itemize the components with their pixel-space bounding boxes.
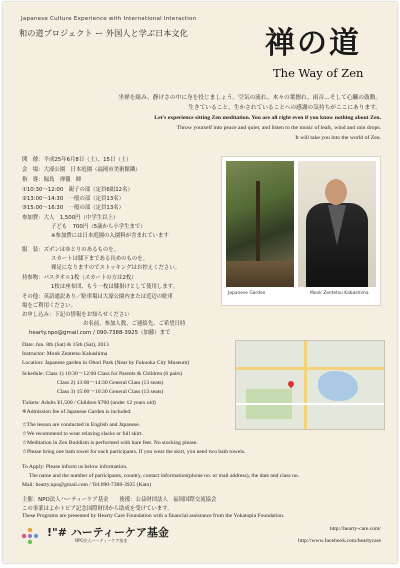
apply-heading-en: To Apply: Please inform us below information.	[22, 464, 128, 470]
detail-apply-contact-jp: hearty.npo@gmail.com / 090-7388-3925（加藤）まで	[29, 330, 171, 336]
detail-dress-skirt-jp: スカートは膝下まである長めのものを。	[51, 256, 149, 262]
caption-monk: Monk Zentetsu Kabashima	[310, 291, 369, 296]
detail-admission-en: ※Admission fee of Japanese Garden is included.	[22, 409, 132, 415]
intro-en-line-2: Throw yourself into peace and quiet, and listen to the music of leafs, wind and rain drops.	[176, 125, 381, 131]
poster	[3, 2, 397, 563]
note-barefoot-en: ☆Meditation in Zen Buddism is performed with bare feet. No stocking please.	[22, 440, 198, 446]
logo-subtext: NPO法人ハーティーケア基金	[75, 538, 128, 543]
detail-instructor-en: Instructor: Monk Zentetsu Kabashima	[22, 351, 108, 357]
grant-note-jp: この事業はよかトピア記念国際財団から助成を受けています。	[22, 506, 173, 512]
detail-instructor-jp: 指 導：堀島 禅徹 師	[22, 177, 82, 183]
detail-class2-jp: ②13:00〜14:30 一般の部（定員13名）	[22, 196, 125, 202]
detail-dress-jp: 服 装：ズボンはゆとりのあるものを。	[22, 247, 120, 253]
photo-panel	[221, 156, 381, 306]
detail-dress-barefoot-jp: 裸足になりますのでストッキングはお控えください。	[51, 265, 181, 271]
detail-other-parking-jp: 場をご利用ください。	[22, 303, 76, 309]
apply-contact-en: Mail: hearty.npo@gmail.com / Tel:090-7388-3925 (Kato)	[22, 482, 152, 488]
organizer-jp: 主催：NPO法人ハーティーケア基金 後援：公益財団法人 福岡国際交流協会	[22, 497, 217, 503]
organizer-en: These Programs are presented by Hearty Care Foundation with a financial assistance from the Yokatopia Foundation.	[22, 513, 285, 519]
detail-class3-en: Class 3) 15:00〜16:30 General Class (13 seats)	[57, 389, 164, 395]
header-subtitle: Japanese Culture Experience with International Interaction	[21, 16, 197, 22]
note-towel-en: ☆Please bring one bath towel for each participants. If you wear the skirt, you need two bath towels.	[22, 449, 246, 455]
detail-tickets-en: Tickets: Adults ¥1,500 / Children ¥700 (under 12 years old)	[22, 400, 156, 406]
note-dress-en: ☆We recommend to wear relaxing slacks or full skirt.	[22, 431, 143, 437]
page-title: 禅の道	[265, 26, 361, 61]
intro-jp-line-1: 坐禅を組み、静けさの中に身を投じましょう。空気の流れ、木々の葉擦れ、雨音…そして心臓の鼓動。	[118, 95, 381, 101]
detail-other-jp: その他：英語通訳あり／駐車場は大濠公園内または近辺の駐車	[22, 294, 173, 300]
note-language-en: ☆The lesson are conducted in English and Japanese.	[22, 422, 141, 428]
detail-location-en: Location: Japanese garden in Ohori Park (Near by Fukuoka City Museum)	[22, 360, 190, 366]
caption-garden: Japanese Garden	[228, 291, 266, 296]
detail-class1-jp: ①10:30〜12:00 親子の部（定員6組12名）	[22, 187, 133, 193]
detail-date-jp: 開 催：平成25年6月8日（土）、15日（土）	[22, 157, 132, 163]
website-link[interactable]: http://hearty-care.com/	[329, 526, 381, 532]
map-pin-icon	[287, 380, 295, 388]
monk-portrait-photo	[298, 161, 376, 287]
detail-class3-jp: ③15:00〜16:30 一般の部（定員13名）	[22, 205, 125, 211]
detail-bring-jp: 持参物：バスタオル1枚（スカートの方は2枚）	[22, 275, 137, 281]
hearty-care-logo-icon	[21, 527, 39, 545]
detail-fee-child-jp: 子ども 700円（5歳から小学生まで）	[51, 224, 146, 230]
detail-class2-en: Class 2) 13:00〜14:30 General Class (13 seats)	[57, 380, 164, 386]
detail-venue-jp: 会 場：大濠公園 日本庭園（福岡市美術館隣）	[22, 167, 141, 173]
detail-fee-note-jp: ※参加費には日本庭園の入園料が含まれています	[51, 233, 169, 239]
logo-text: !"# ハーティーケア基金	[47, 526, 169, 539]
detail-date-en: Date: Jun. 8th (Sat) & 15th (Sat), 2013	[22, 342, 109, 348]
location-map[interactable]	[235, 340, 385, 430]
detail-fee-adult-jp: 参加費：大人 1,500円（中学生以上）	[22, 215, 119, 221]
detail-bring-note-jp: 1枚は座布団、もう一枚は膝掛けとして使用します。	[51, 284, 178, 290]
detail-apply-items-jp: お名前、参加人数、ご連絡先、ご希望日時	[83, 321, 186, 327]
apply-details-en: The name and the number of participants, country, contact information(phone no. or mail address), the date and class no.	[29, 473, 300, 479]
intro-en-line-1: Let's experience sitting Zen meditation. You are all right even if you know nothing about Zen.	[154, 115, 381, 121]
intro-en-line-3: It will take you into the world of Zen.	[295, 135, 381, 141]
detail-apply-jp: お申し込み：下記の情報をお知らせください	[22, 312, 130, 318]
facebook-link[interactable]: http://www.facebook.com/heartycare	[298, 538, 381, 544]
project-title: 和の道プロジェクト ー 外国人と学ぶ日本文化	[19, 28, 188, 38]
detail-class1-en: Schedule: Class 1) 10:30〜12:00 Class for Parents & Children (6 pairs)	[22, 371, 183, 377]
japanese-garden-photo	[226, 161, 294, 287]
page-title-english: The Way of Zen	[273, 66, 364, 80]
intro-jp-line-2: 生きていること、生かされていることへの感謝の気持ちがここにあります。	[188, 105, 381, 111]
